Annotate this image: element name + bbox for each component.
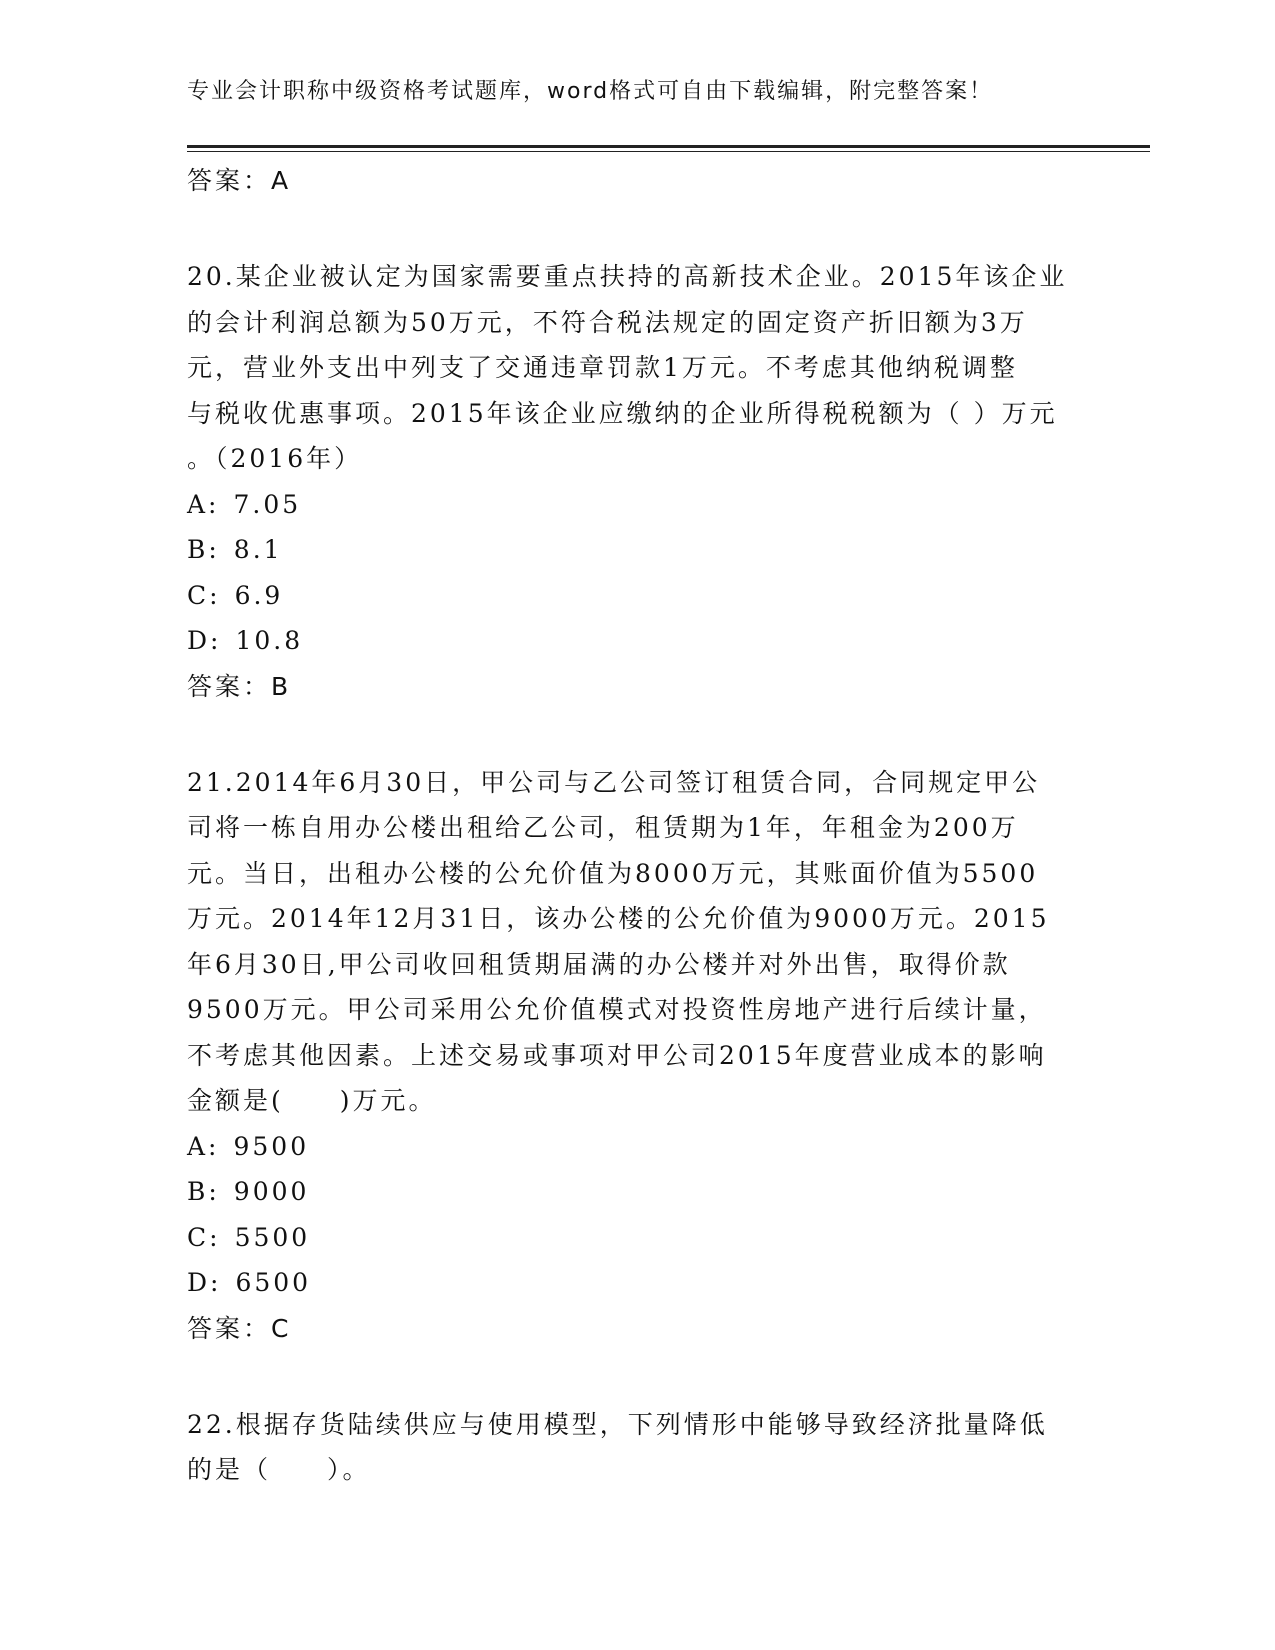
option-b	[187, 527, 1087, 573]
question-21	[187, 760, 1087, 1352]
option-key: B:	[187, 1177, 220, 1206]
answer-21: 答案：C	[187, 1313, 292, 1343]
option-value: 10.8	[235, 626, 304, 655]
option-key: A:	[187, 1131, 220, 1161]
option-key: C:	[187, 580, 221, 610]
question-20	[187, 254, 1087, 710]
option-value: 6.9	[234, 580, 284, 610]
option-key: D:	[187, 1268, 222, 1297]
question-line: 年6月30日,甲公司收回租赁期届满的办公楼并对外出售，取得价款	[187, 949, 1011, 979]
option-value: 9000	[233, 1177, 310, 1206]
question-line: 元，营业外支出中列支了交通违章罚款1万元。不考虑其他纳税调整	[187, 353, 1018, 382]
option-value: 7.05	[233, 489, 302, 519]
question-20-text	[187, 254, 1087, 482]
option-c	[187, 1215, 1087, 1261]
option-key: D:	[187, 626, 222, 655]
option-c	[187, 573, 1087, 619]
option-d	[187, 618, 1087, 664]
header-rule	[187, 145, 1150, 148]
option-key: B:	[187, 535, 220, 564]
option-a	[187, 482, 1087, 528]
page-header: 专业会计职称中级资格考试题库，word格式可自由下载编辑，附完整答案！	[187, 79, 994, 104]
option-value: 8.1	[233, 535, 283, 564]
question-line: 不考虑其他因素。上述交易或事项对甲公司2015年度营业成本的影响	[187, 1040, 1047, 1070]
document-body	[187, 158, 1087, 1493]
option-b	[187, 1169, 1087, 1215]
option-value: 5500	[234, 1222, 311, 1252]
question-line: 金额是( )万元。	[187, 1086, 437, 1115]
option-value: 9500	[233, 1131, 310, 1161]
question-line: 20.某企业被认定为国家需要重点扶持的高新技术企业。2015年该企业	[187, 262, 1068, 291]
option-d	[187, 1260, 1087, 1306]
question-line: 与税收优惠事项。2015年该企业应缴纳的企业所得税税额为（ ）万元	[187, 398, 1058, 428]
question-line: 元。当日，出租办公楼的公允价值为8000万元，其账面价值为5500	[187, 858, 1039, 888]
question-line: 司将一栋自用办公楼出租给乙公司，租赁期为1年，年租金为200万	[187, 813, 1019, 842]
question-22	[187, 1402, 1087, 1493]
question-21-text	[187, 760, 1087, 1124]
question-22-text	[187, 1402, 1087, 1493]
question-line: 22.根据存货陆续供应与使用模型，下列情形中能够导致经济批量降低	[187, 1409, 1048, 1439]
option-value: 6500	[235, 1268, 312, 1297]
answer-19: 答案：A	[187, 166, 292, 195]
option-key: A:	[187, 489, 220, 519]
question-line: 。（2016年）	[187, 444, 363, 473]
question-line: 万元。2014年12月31日，该办公楼的公允价值为9000万元。2015	[187, 904, 1050, 933]
question-line: 的会计利润总额为50万元，不符合税法规定的固定资产折旧额为3万	[187, 307, 1028, 337]
option-key: C:	[187, 1222, 221, 1252]
option-a	[187, 1124, 1087, 1170]
question-line: 21.2014年6月30日，甲公司与乙公司签订租赁合同，合同规定甲公	[187, 767, 1041, 797]
question-line: 的是（ ）。	[187, 1455, 371, 1484]
header-rule-thin	[187, 151, 1150, 152]
answer-20: 答案：B	[187, 671, 292, 701]
question-line: 9500万元。甲公司采用公允价值模式对投资性房地产进行后续计量，	[187, 995, 1047, 1024]
